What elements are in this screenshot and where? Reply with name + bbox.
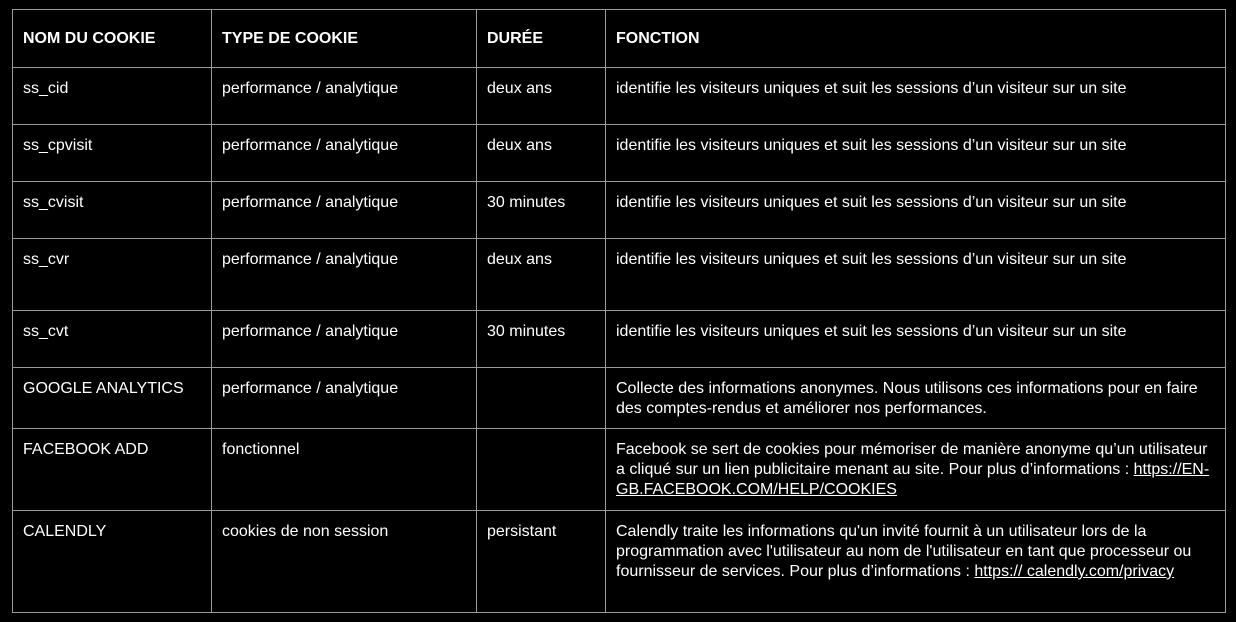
cookie-name: GOOGLE ANALYTICS — [13, 368, 212, 429]
cookie-duration: persistant — [477, 511, 606, 613]
cookie-name: ss_cpvisit — [13, 125, 212, 182]
cookie-type: performance / analytique — [212, 311, 477, 368]
facebook-cookies-link[interactable]: https://EN-GB.FACEBOOK.COM/HELP/COOKIES — [616, 461, 1210, 498]
table-row — [13, 511, 1226, 613]
cookie-duration — [477, 368, 606, 429]
cookie-function-cell — [606, 429, 1226, 511]
calendly-privacy-link[interactable]: https:// calendly.com/privacy — [974, 563, 1175, 580]
cookie-duration: 30 minutes — [477, 182, 606, 239]
table-row — [13, 429, 1226, 511]
cookie-name: ss_cvt — [13, 311, 212, 368]
table-row — [13, 68, 1226, 125]
cookie-duration: deux ans — [477, 239, 606, 311]
cookie-type: performance / analytique — [212, 368, 477, 429]
cookie-duration — [477, 429, 606, 511]
cookie-name: CALENDLY — [13, 511, 212, 613]
cookie-duration: deux ans — [477, 125, 606, 182]
cookie-type: performance / analytique — [212, 239, 477, 311]
cookie-function: Facebook se sert de cookies pour mémoriser de manière anonyme qu’un utilisateur a cliqué sur un lien publicitaire menant au site. Pour plus d’informations : — [616, 441, 1208, 478]
header-cookie-type: TYPE DE COOKIE — [212, 10, 477, 68]
cookie-name: FACEBOOK ADD — [13, 429, 212, 511]
cookie-name: ss_cid — [13, 68, 212, 125]
header-cookie-name: NOM DU COOKIE — [13, 10, 212, 68]
table-row — [13, 239, 1226, 311]
cookie-duration: deux ans — [477, 68, 606, 125]
table-row — [13, 368, 1226, 429]
cookie-name: ss_cvr — [13, 239, 212, 311]
cookie-function: identifie les visiteurs uniques et suit les sessions d’un visiteur sur un site — [606, 68, 1226, 125]
table-header-row — [13, 10, 1226, 68]
cookie-function: identifie les visiteurs uniques et suit les sessions d’un visiteur sur un site — [606, 125, 1226, 182]
cookie-function: identifie les visiteurs uniques et suit les sessions d’un visiteur sur un site — [606, 239, 1226, 311]
cookie-type: performance / analytique — [212, 182, 477, 239]
cookie-duration: 30 minutes — [477, 311, 606, 368]
cookie-function-cell — [606, 511, 1226, 613]
table-row — [13, 311, 1226, 368]
table-row — [13, 125, 1226, 182]
cookie-function: Collecte des informations anonymes. Nous utilisons ces informations pour en faire des comptes-rendus et améliorer nos performances. — [606, 368, 1226, 429]
cookie-function: identifie les visiteurs uniques et suit les sessions d’un visiteur sur un site — [606, 182, 1226, 239]
cookie-function: identifie les visiteurs uniques et suit les sessions d’un visiteur sur un site — [606, 311, 1226, 368]
header-duration: DURÉE — [477, 10, 606, 68]
cookie-function: Calendly traite les informations qu'un invité fournit à un utilisateur lors de la programmation avec l'utilisateur au nom de l'utilisateur en tant que processeur ou fournisseur de services. Pour plus d’informations : — [616, 523, 1192, 580]
cookie-type: fonctionnel — [212, 429, 477, 511]
cookie-type: performance / analytique — [212, 68, 477, 125]
header-function: FONCTION — [606, 10, 1226, 68]
cookie-table — [12, 9, 1226, 613]
table-row — [13, 182, 1226, 239]
cookie-name: ss_cvisit — [13, 182, 212, 239]
cookie-type: performance / analytique — [212, 125, 477, 182]
cookie-type: cookies de non session — [212, 511, 477, 613]
